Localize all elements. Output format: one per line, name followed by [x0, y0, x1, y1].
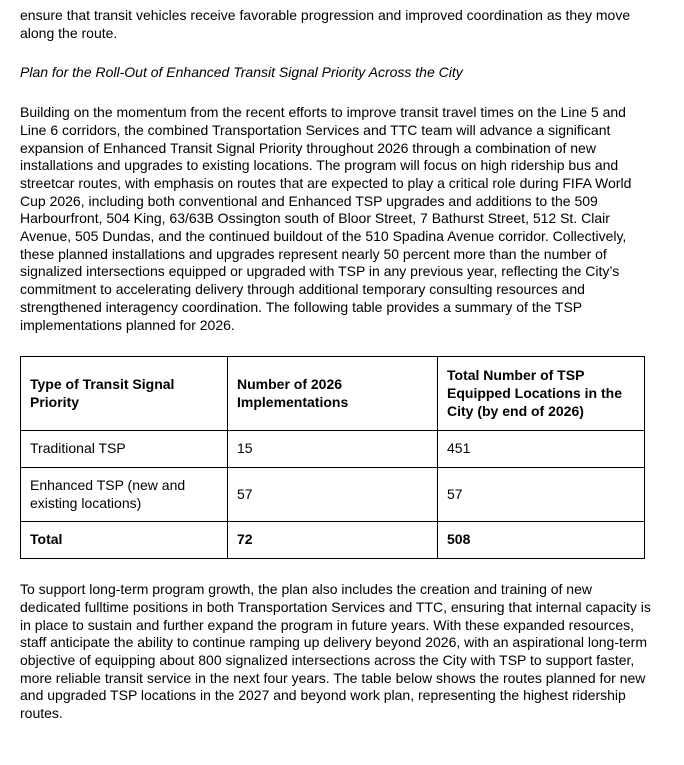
table-cell-total: 508 — [438, 522, 645, 559]
table-cell-row-label: Enhanced TSP (new and existing locations) — [21, 468, 228, 522]
table-cell-total: 451 — [438, 431, 645, 468]
table-cell-implementations: 72 — [228, 522, 438, 559]
table-header-cell-implementations: Number of 2026 Implementations — [228, 357, 438, 431]
table-row — [21, 431, 645, 468]
body-paragraph: Building on the momentum from the recent efforts to improve transit travel times on the Line 5 and Line 6 corridors, the combined Transportation Services and TTC team will advance a significant expansion of Enhanced Transit Signal Priority throughout 2026 through a combination of new installations and upgrades to existing locations. The program will focus on high ridership bus and streetcar routes, with emphasis on routes that are expected to play a critical role during FIFA World Cup 2026, including both conventional and Enhanced TSP upgrades and additions to the 509 Harbourfront, 504 King, 63/63B Ossington south of Bloor Street, 7 Bathurst Street, 512 St. Clair Avenue, 505 Dundas, and the continued buildout of the 510 Spadina Avenue corridor. Collectively, these planned installations and upgrades represent nearly 50 percent more than the number of signalized intersections equipped or upgraded with TSP in any previous year, reflecting the City’s commitment to accelerating delivery through additional temporary consulting resources and strengthened interagency coordination. The following table provides a summary of the TSP implementations planned for 2026. — [20, 104, 632, 333]
table-cell-implementations: 57 — [228, 468, 438, 522]
table-header-row — [21, 357, 645, 431]
closing-paragraph: To support long-term program growth, the plan also includes the creation and training of new dedicated fulltime positions in both Transportation Services and TTC, ensuring that internal capacity is in place to sustain and further expand the program in future years. With these expanded resources, staff anticipate the ability to continue ramping up delivery beyond 2026, with an aspirational long-term objective of equipping about 800 signalized intersections across the City with TSP to support faster, more reliable transit service in the next four years. The table below shows the routes planned for new and upgraded TSP locations in the 2027 and beyond work plan, representing the highest ridership routes. — [20, 581, 651, 722]
section-heading: Plan for the Roll-Out of Enhanced Transit Signal Priority Across the City — [20, 64, 463, 81]
table-header-cell-total-locations: Total Number of TSP Equipped Locations in the City (by end of 2026) — [438, 357, 645, 431]
intro-paragraph: ensure that transit vehicles receive favorable progression and improved coordination as they move along the route. — [20, 7, 631, 41]
table-total-row — [21, 522, 645, 559]
table-cell-row-label: Traditional TSP — [21, 431, 228, 468]
table-cell-implementations: 15 — [228, 431, 438, 468]
table-row — [21, 468, 645, 522]
table-cell-row-label: Total — [21, 522, 228, 559]
table-header-cell-type: Type of Transit Signal Priority — [21, 357, 228, 431]
table-cell-total: 57 — [438, 468, 645, 522]
tsp-summary-table — [20, 356, 645, 559]
